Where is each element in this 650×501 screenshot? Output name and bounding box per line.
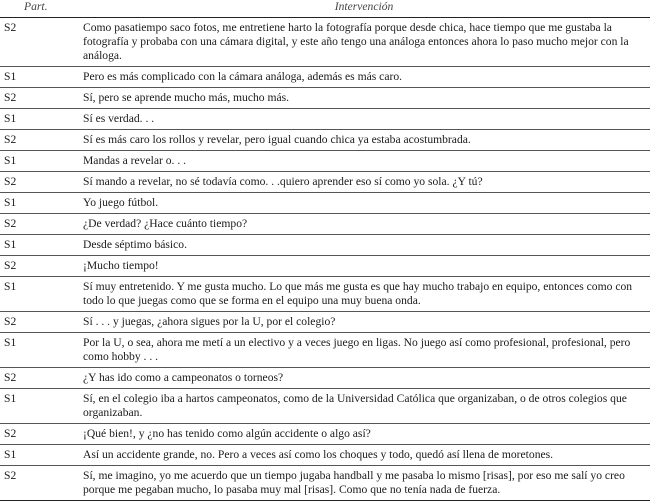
- utterance-cell: Sí mando a revelar, no sé todavía como. . .quiero aprender eso sí como yo sola. ¿Y tú?: [78, 172, 650, 193]
- utterance-cell: ¿De verdad? ¿Hace cuánto tiempo?: [78, 214, 650, 235]
- speaker-cell: S1: [0, 109, 78, 130]
- transcript-rows: [0, 18, 650, 501]
- utterance-cell: Sí es verdad. . .: [78, 109, 650, 130]
- utterance-cell: ¡Mucho tiempo!: [78, 256, 650, 277]
- participant-column-header: Part.: [0, 0, 78, 18]
- utterance-cell: Sí muy entretenido. Y me gusta mucho. Lo que más me gusta es que hay mucho trabajo en equipo, entonces como con todo lo que juegas como que se forma en el equipo una muy buena onda.: [78, 277, 650, 312]
- table-row: [0, 312, 650, 333]
- table-row: [0, 88, 650, 109]
- table-row: [0, 277, 650, 312]
- speaker-cell: S2: [0, 18, 78, 67]
- speaker-cell: S1: [0, 193, 78, 214]
- speaker-cell: S2: [0, 368, 78, 389]
- utterance-cell: ¡Qué bien!, y ¿no has tenido como algún accidente o algo así?: [78, 424, 650, 445]
- table-row: [0, 235, 650, 256]
- table-row: [0, 424, 650, 445]
- utterance-cell: Sí, pero se aprende mucho más, mucho más.: [78, 88, 650, 109]
- utterance-cell: Así un accidente grande, no. Pero a veces así como los choques y todo, quedó así llena de moretones.: [78, 445, 650, 466]
- table-row: [0, 151, 650, 172]
- table-row: [0, 256, 650, 277]
- table-row: [0, 368, 650, 389]
- utterance-cell: Como pasatiempo saco fotos, me entretiene harto la fotografía porque desde chica, hace tiempo que me gustaba la fotografía y probaba con una cámara digital, y este año tengo una análoga entonces ahora lo paso mucho mejor con la análoga.: [78, 18, 650, 67]
- utterance-cell: Pero es más complicado con la cámara análoga, además es más caro.: [78, 67, 650, 88]
- table-row: [0, 67, 650, 88]
- speaker-cell: S2: [0, 424, 78, 445]
- speaker-cell: S1: [0, 445, 78, 466]
- utterance-cell: Sí . . . y juegas, ¿ahora sigues por la U, por el colegio?: [78, 312, 650, 333]
- utterance-cell: Sí, en el colegio iba a hartos campeonatos, como de la Universidad Católica que organizaban, o de otros colegios que organizaban.: [78, 389, 650, 424]
- speaker-cell: S1: [0, 235, 78, 256]
- utterance-cell: ¿Y has ido como a campeonatos o torneos?: [78, 368, 650, 389]
- table-row: [0, 466, 650, 501]
- table-row: [0, 214, 650, 235]
- table-row: [0, 193, 650, 214]
- speaker-cell: S1: [0, 389, 78, 424]
- utterance-cell: Sí es más caro los rollos y revelar, pero igual cuando chica ya estaba acostumbrada.: [78, 130, 650, 151]
- utterance-cell: Por la U, o sea, ahora me metí a un electivo y a veces juego en ligas. No juego así como profesional, profesional, pero como hobby . . .: [78, 333, 650, 368]
- table-row: [0, 389, 650, 424]
- utterance-cell: Mandas a revelar o. . .: [78, 151, 650, 172]
- utterance-cell: Yo juego fútbol.: [78, 193, 650, 214]
- table-row: [0, 130, 650, 151]
- utterance-cell: Sí, me imagino, yo me acuerdo que un tiempo jugaba handball y me pasaba lo mismo [risas], por eso me salí yo creo porque me pegaban mucho, lo pasaba muy mal [risas]. Como que no tenía nada de fuerza.: [78, 466, 650, 501]
- table-row: [0, 172, 650, 193]
- utterance-cell: Desde séptimo básico.: [78, 235, 650, 256]
- table-header-row: [0, 0, 650, 18]
- speaker-cell: S2: [0, 466, 78, 501]
- table-row: [0, 18, 650, 67]
- speaker-cell: S2: [0, 214, 78, 235]
- speaker-cell: S1: [0, 151, 78, 172]
- intervention-column-header: Intervención: [78, 0, 650, 18]
- table-row: [0, 109, 650, 130]
- speaker-cell: S2: [0, 312, 78, 333]
- speaker-cell: S1: [0, 277, 78, 312]
- table-row: [0, 333, 650, 368]
- speaker-cell: S2: [0, 130, 78, 151]
- speaker-cell: S2: [0, 88, 78, 109]
- table-row: [0, 445, 650, 466]
- speaker-cell: S1: [0, 67, 78, 88]
- speaker-cell: S2: [0, 256, 78, 277]
- speaker-cell: S2: [0, 172, 78, 193]
- speaker-cell: S1: [0, 333, 78, 368]
